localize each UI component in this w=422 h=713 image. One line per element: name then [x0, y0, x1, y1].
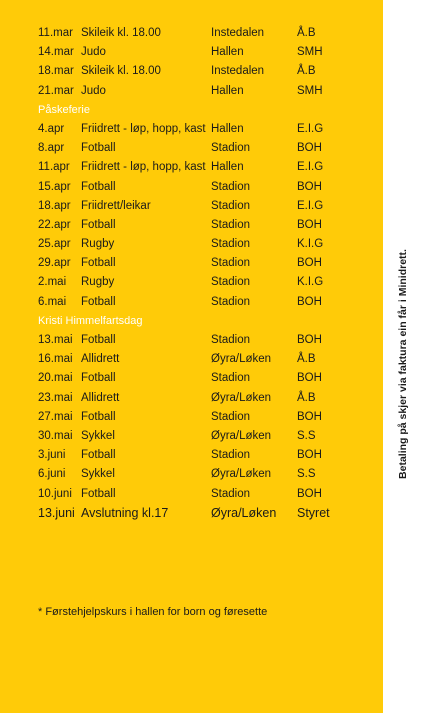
row-place: Stadion: [211, 449, 251, 462]
schedule-row: [0, 254, 383, 273]
row-date: 18.apr: [38, 199, 71, 212]
schedule-row: [0, 408, 383, 427]
row-activity: Skileik kl. 18.00: [81, 27, 161, 39]
row-activity: Friidrett - løp, hopp, kast: [81, 122, 206, 135]
schedule-row: [0, 82, 383, 101]
row-date: 16.mai: [38, 353, 73, 366]
row-date: 8.apr: [38, 142, 65, 155]
row-place: Stadion: [211, 142, 251, 155]
footnote: * Førstehjelpskurs i hallen for born og føresette: [38, 606, 268, 618]
schedule-row: [0, 235, 383, 254]
row-activity: Avslutning kl.17: [81, 505, 169, 520]
row-date: 6.mai: [38, 295, 67, 308]
row-responsible: BOH: [297, 410, 322, 423]
schedule-row: [0, 389, 383, 408]
row-place: Stadion: [211, 487, 251, 500]
schedule-row: [0, 158, 383, 177]
row-activity: Rugby: [81, 238, 115, 251]
row-responsible: E.I.G: [297, 199, 324, 212]
row-responsible: BOH: [297, 487, 322, 500]
row-date: 25.apr: [38, 238, 71, 251]
row-responsible: BOH: [297, 180, 322, 193]
row-place: Stadion: [211, 295, 251, 308]
row-place: Øyra/Løken: [211, 353, 272, 366]
row-activity: Fotball: [81, 257, 116, 270]
row-responsible: BOH: [297, 295, 322, 308]
row-date: 15.apr: [38, 180, 71, 193]
row-activity: Sykkel: [81, 429, 115, 442]
row-activity: Friidrett - løp, hopp, kast: [81, 161, 206, 174]
row-date: 6.juni: [38, 468, 66, 481]
row-activity: Sykkel: [81, 468, 115, 481]
section-heading: Påskeferie: [38, 103, 90, 116]
row-date: 22.apr: [38, 218, 71, 231]
row-responsible: K.I.G: [297, 238, 324, 251]
schedule-row: [0, 197, 383, 216]
row-responsible: K.I.G: [297, 276, 324, 289]
schedule-row: [0, 178, 383, 197]
side-strip: [383, 0, 422, 713]
row-place: Instedalen: [211, 65, 265, 78]
schedule-row: [0, 43, 383, 62]
schedule-row: [0, 369, 383, 388]
schedule-row: [0, 350, 383, 369]
schedule-row: [0, 216, 383, 235]
schedule-row: [0, 331, 383, 350]
row-place: Øyra/Løken: [211, 505, 277, 520]
row-place: Hallen: [211, 161, 244, 174]
row-date: 10.juni: [38, 487, 72, 500]
row-responsible: Å.B: [297, 391, 316, 404]
row-responsible: S.S: [297, 468, 316, 481]
row-date: 13.mai: [38, 334, 73, 346]
row-activity: Rugby: [81, 276, 115, 289]
schedule-row: [0, 446, 383, 465]
row-date: 20.mai: [38, 372, 73, 385]
row-date: 11.apr: [38, 161, 70, 174]
row-activity: Fotball: [81, 487, 116, 500]
schedule-row: [0, 293, 383, 312]
row-place: Øyra/Løken: [211, 391, 272, 404]
row-responsible: Å.B: [297, 353, 316, 366]
row-activity: Skileik kl. 18.00: [81, 65, 161, 78]
row-activity: Judo: [81, 84, 106, 97]
schedule-row: [0, 120, 383, 139]
row-activity: Judo: [81, 46, 106, 59]
row-place: Øyra/Løken: [211, 429, 272, 442]
row-responsible: SMH: [297, 84, 323, 97]
schedule-row: [0, 139, 383, 158]
row-date: 4.apr: [38, 122, 65, 135]
row-activity: Fotball: [81, 410, 116, 423]
row-responsible: BOH: [297, 142, 322, 155]
row-place: Hallen: [211, 122, 244, 135]
schedule-row: [0, 24, 383, 43]
row-date: 30.mai: [38, 429, 73, 442]
row-place: Hallen: [211, 84, 244, 97]
schedule-row: [0, 62, 383, 81]
row-activity: Fotball: [81, 334, 116, 346]
row-responsible: BOH: [297, 334, 322, 346]
row-place: Stadion: [211, 334, 251, 346]
row-place: Øyra/Løken: [211, 468, 272, 481]
row-date: 23.mai: [38, 391, 73, 404]
row-place: Instedalen: [211, 27, 265, 39]
schedule-row: [0, 465, 383, 484]
schedule-list: [0, 24, 383, 523]
schedule-row: [0, 504, 383, 523]
row-activity: Allidrett: [81, 353, 120, 366]
row-responsible: Å.B: [297, 27, 316, 39]
row-place: Stadion: [211, 257, 251, 270]
row-place: Stadion: [211, 410, 251, 423]
row-activity: Fotball: [81, 449, 116, 462]
row-activity: Fotball: [81, 180, 116, 193]
row-date: 27.mai: [38, 410, 73, 423]
row-activity: Allidrett: [81, 391, 120, 404]
schedule-row: [0, 485, 383, 504]
row-responsible: E.I.G: [297, 161, 324, 174]
row-place: Stadion: [211, 218, 251, 231]
payment-note: Betaling på skjer via faktura ein får i Minidrett.: [397, 249, 409, 479]
row-responsible: BOH: [297, 257, 322, 270]
section-heading: Kristi Himmelfartsdag: [38, 314, 143, 327]
row-responsible: Styret: [297, 505, 330, 520]
row-responsible: S.S: [297, 429, 316, 442]
row-activity: Friidrett/leikar: [81, 199, 151, 212]
row-date: 2.mai: [38, 276, 67, 289]
row-place: Stadion: [211, 372, 251, 385]
row-responsible: Å.B: [297, 65, 316, 78]
row-activity: Fotball: [81, 372, 116, 385]
row-activity: Fotball: [81, 142, 116, 155]
row-activity: Fotball: [81, 218, 116, 231]
row-place: Stadion: [211, 276, 251, 289]
row-responsible: BOH: [297, 372, 322, 385]
row-date: 11.mar: [38, 27, 73, 39]
row-activity: Fotball: [81, 295, 116, 308]
row-place: Stadion: [211, 238, 251, 251]
row-responsible: BOH: [297, 449, 322, 462]
row-place: Hallen: [211, 46, 244, 59]
row-date: 13.juni: [38, 505, 75, 520]
row-responsible: BOH: [297, 218, 322, 231]
row-place: Stadion: [211, 180, 251, 193]
row-date: 18.mar: [38, 65, 74, 78]
row-date: 3.juni: [38, 449, 66, 462]
schedule-row: [0, 273, 383, 292]
row-responsible: E.I.G: [297, 122, 324, 135]
row-date: 14.mar: [38, 46, 74, 59]
row-date: 29.apr: [38, 257, 71, 270]
schedule-row: [0, 427, 383, 446]
row-date: 21.mar: [38, 84, 74, 97]
row-place: Stadion: [211, 199, 251, 212]
row-responsible: SMH: [297, 46, 323, 59]
